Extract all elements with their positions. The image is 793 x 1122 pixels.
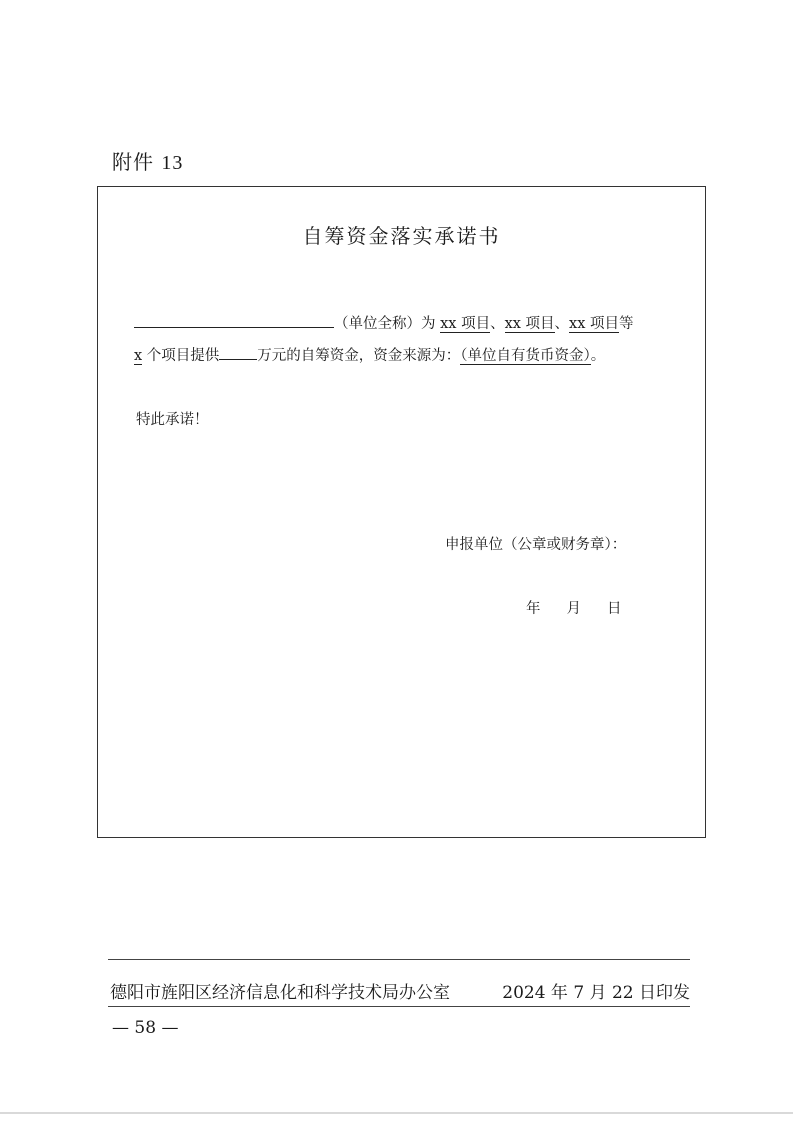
separator-2: 、 (554, 316, 570, 332)
date-line (526, 597, 622, 618)
line1-end: 等 (619, 316, 634, 332)
body-line-2 (134, 344, 605, 365)
project-2: xx 项目 (504, 316, 555, 332)
applicant-signature-label: 申报单位（公章或财务章）： (445, 537, 627, 553)
footer-issuer: 德阳市旌阳区经济信息化和科学技术局办公室 (110, 983, 450, 1003)
line2-text-2: 万元的自筹资金，资金来源为： (257, 348, 461, 364)
project-1: xx 项目 (440, 316, 491, 332)
date-day: 日 (607, 601, 622, 617)
document-title: 自筹资金落实承诺书 (302, 224, 501, 248)
body-line-1 (134, 312, 634, 333)
fund-source: （单位自有货币资金） (460, 348, 591, 364)
separator-1: 、 (490, 316, 505, 332)
footer-bottom-rule (108, 1006, 690, 1007)
scan-edge-line (0, 1112, 793, 1114)
project-count: x (134, 348, 143, 364)
attachment-label (112, 146, 183, 175)
page-number: — 58 — (112, 1018, 179, 1038)
closing-statement: 特此承诺！ (136, 412, 209, 428)
unit-name-suffix: （单位全称）为 (334, 316, 436, 332)
unit-name-blank[interactable] (134, 313, 334, 328)
line2-end: 。 (590, 348, 606, 364)
footer-top-rule (108, 959, 690, 960)
footer-issue-date: 2024 年 7 月 22 日印发 (502, 983, 690, 1003)
attachment-prefix: 附件 (112, 150, 154, 174)
amount-blank[interactable] (219, 345, 257, 360)
date-month: 月 (566, 601, 581, 617)
line2-text-1: 个项目提供 (146, 348, 220, 364)
commitment-form-frame (97, 186, 706, 838)
project-3: xx 项目 (569, 316, 620, 332)
attachment-number: 13 (161, 152, 184, 174)
date-year: 年 (526, 601, 541, 617)
